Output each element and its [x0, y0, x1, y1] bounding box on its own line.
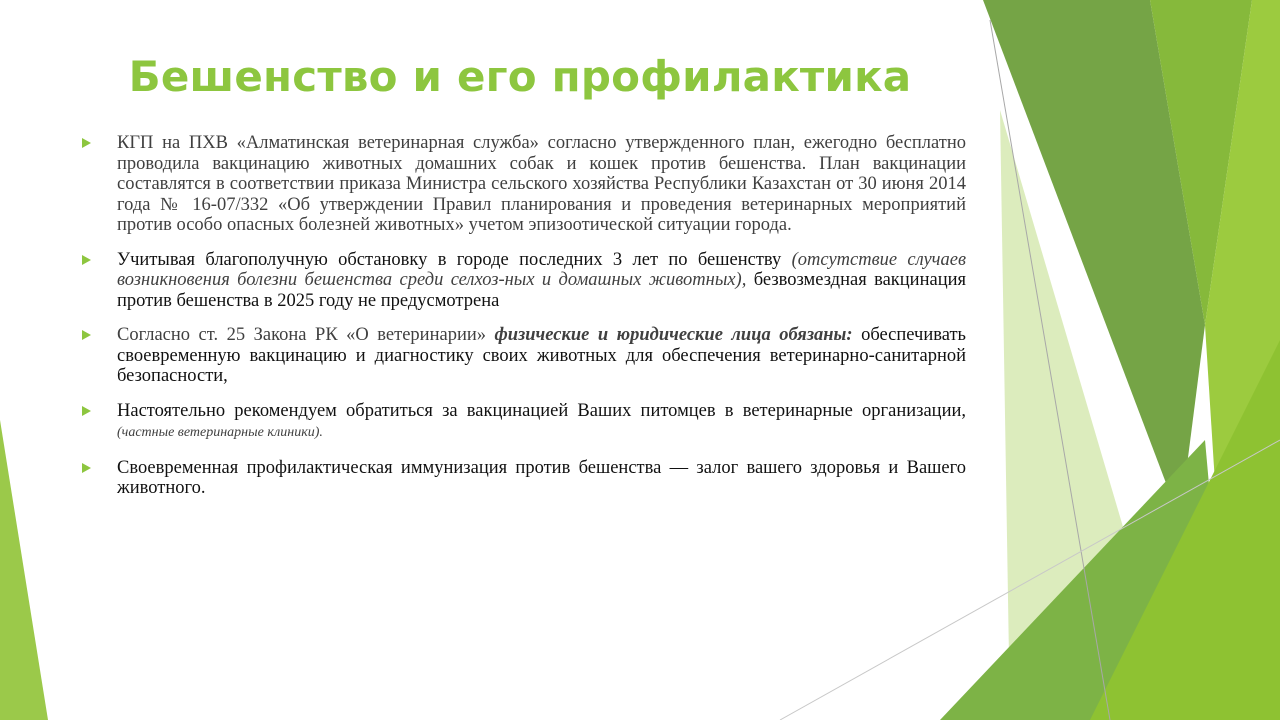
- bullet-text-italic: (отсутствие случаев возникновения болезни бешенства среди селхоз-ных и домашных животных),: [117, 249, 966, 290]
- bullet-text: Настоятельно рекомендуем обратиться за вакцинацией Ваших питомцев в ветеринарные организации,: [117, 400, 966, 421]
- bullet-text-small-italic: (частные ветеринарные клиники).: [117, 425, 323, 440]
- bullet-item-3: [82, 325, 966, 387]
- bullet-list: [82, 133, 966, 513]
- bullet-item-2: [82, 250, 966, 312]
- triangle-bullet-icon: [82, 406, 91, 416]
- bullet-text: Согласно ст. 25 Закона РК «О ветеринарии»: [117, 325, 495, 345]
- bullet-text-bold-italic: физические и юридические лица обязаны:: [494, 325, 853, 345]
- bullet-text: Своевременная профилактическая иммунизация против бешенства — залог вашего здоровья и Вашего животного.: [117, 457, 966, 498]
- slide-title: Бешенство и его профилактика: [128, 52, 912, 101]
- bullet-text-end: безвозмездная вакцинация против бешенства в 2025 году не предусмотрена: [117, 270, 967, 311]
- bullet-item-5: [82, 458, 966, 499]
- triangle-bullet-icon: [82, 255, 91, 265]
- triangle-bullet-icon: [82, 463, 91, 473]
- bullet-item-1: [82, 133, 966, 236]
- bullet-text-end: обеспечивать своевременную вакцинацию и диагностику своих животных для обеспечения ветеринарно-санитарной безопасности,: [117, 325, 966, 386]
- triangle-bullet-icon: [82, 138, 91, 148]
- left-green-wedge: [0, 420, 48, 720]
- bullet-item-4: [82, 401, 966, 444]
- triangle-bullet-icon: [82, 330, 91, 340]
- bullet-text: Учитывая благополучную обстановку в городе последних 3 лет по бешенству: [117, 249, 792, 270]
- bullet-text: КГП на ПХВ «Алматинская ветеринарная служба» согласно утвержденного план, ежегодно бесплатно проводила вакцинацию животных домашних собак и кошек против бешенства. План вакцинации составлятся в соответствии приказа Министра сельского хозяйства Республики Казахстан от 30 июня 2014 года № 16-07/332 «Об утверждении Правил планирования и проведения ветеринарных мероприятий против особо опасных болезней животных» учетом эпизоотической ситуации города.: [117, 133, 966, 235]
